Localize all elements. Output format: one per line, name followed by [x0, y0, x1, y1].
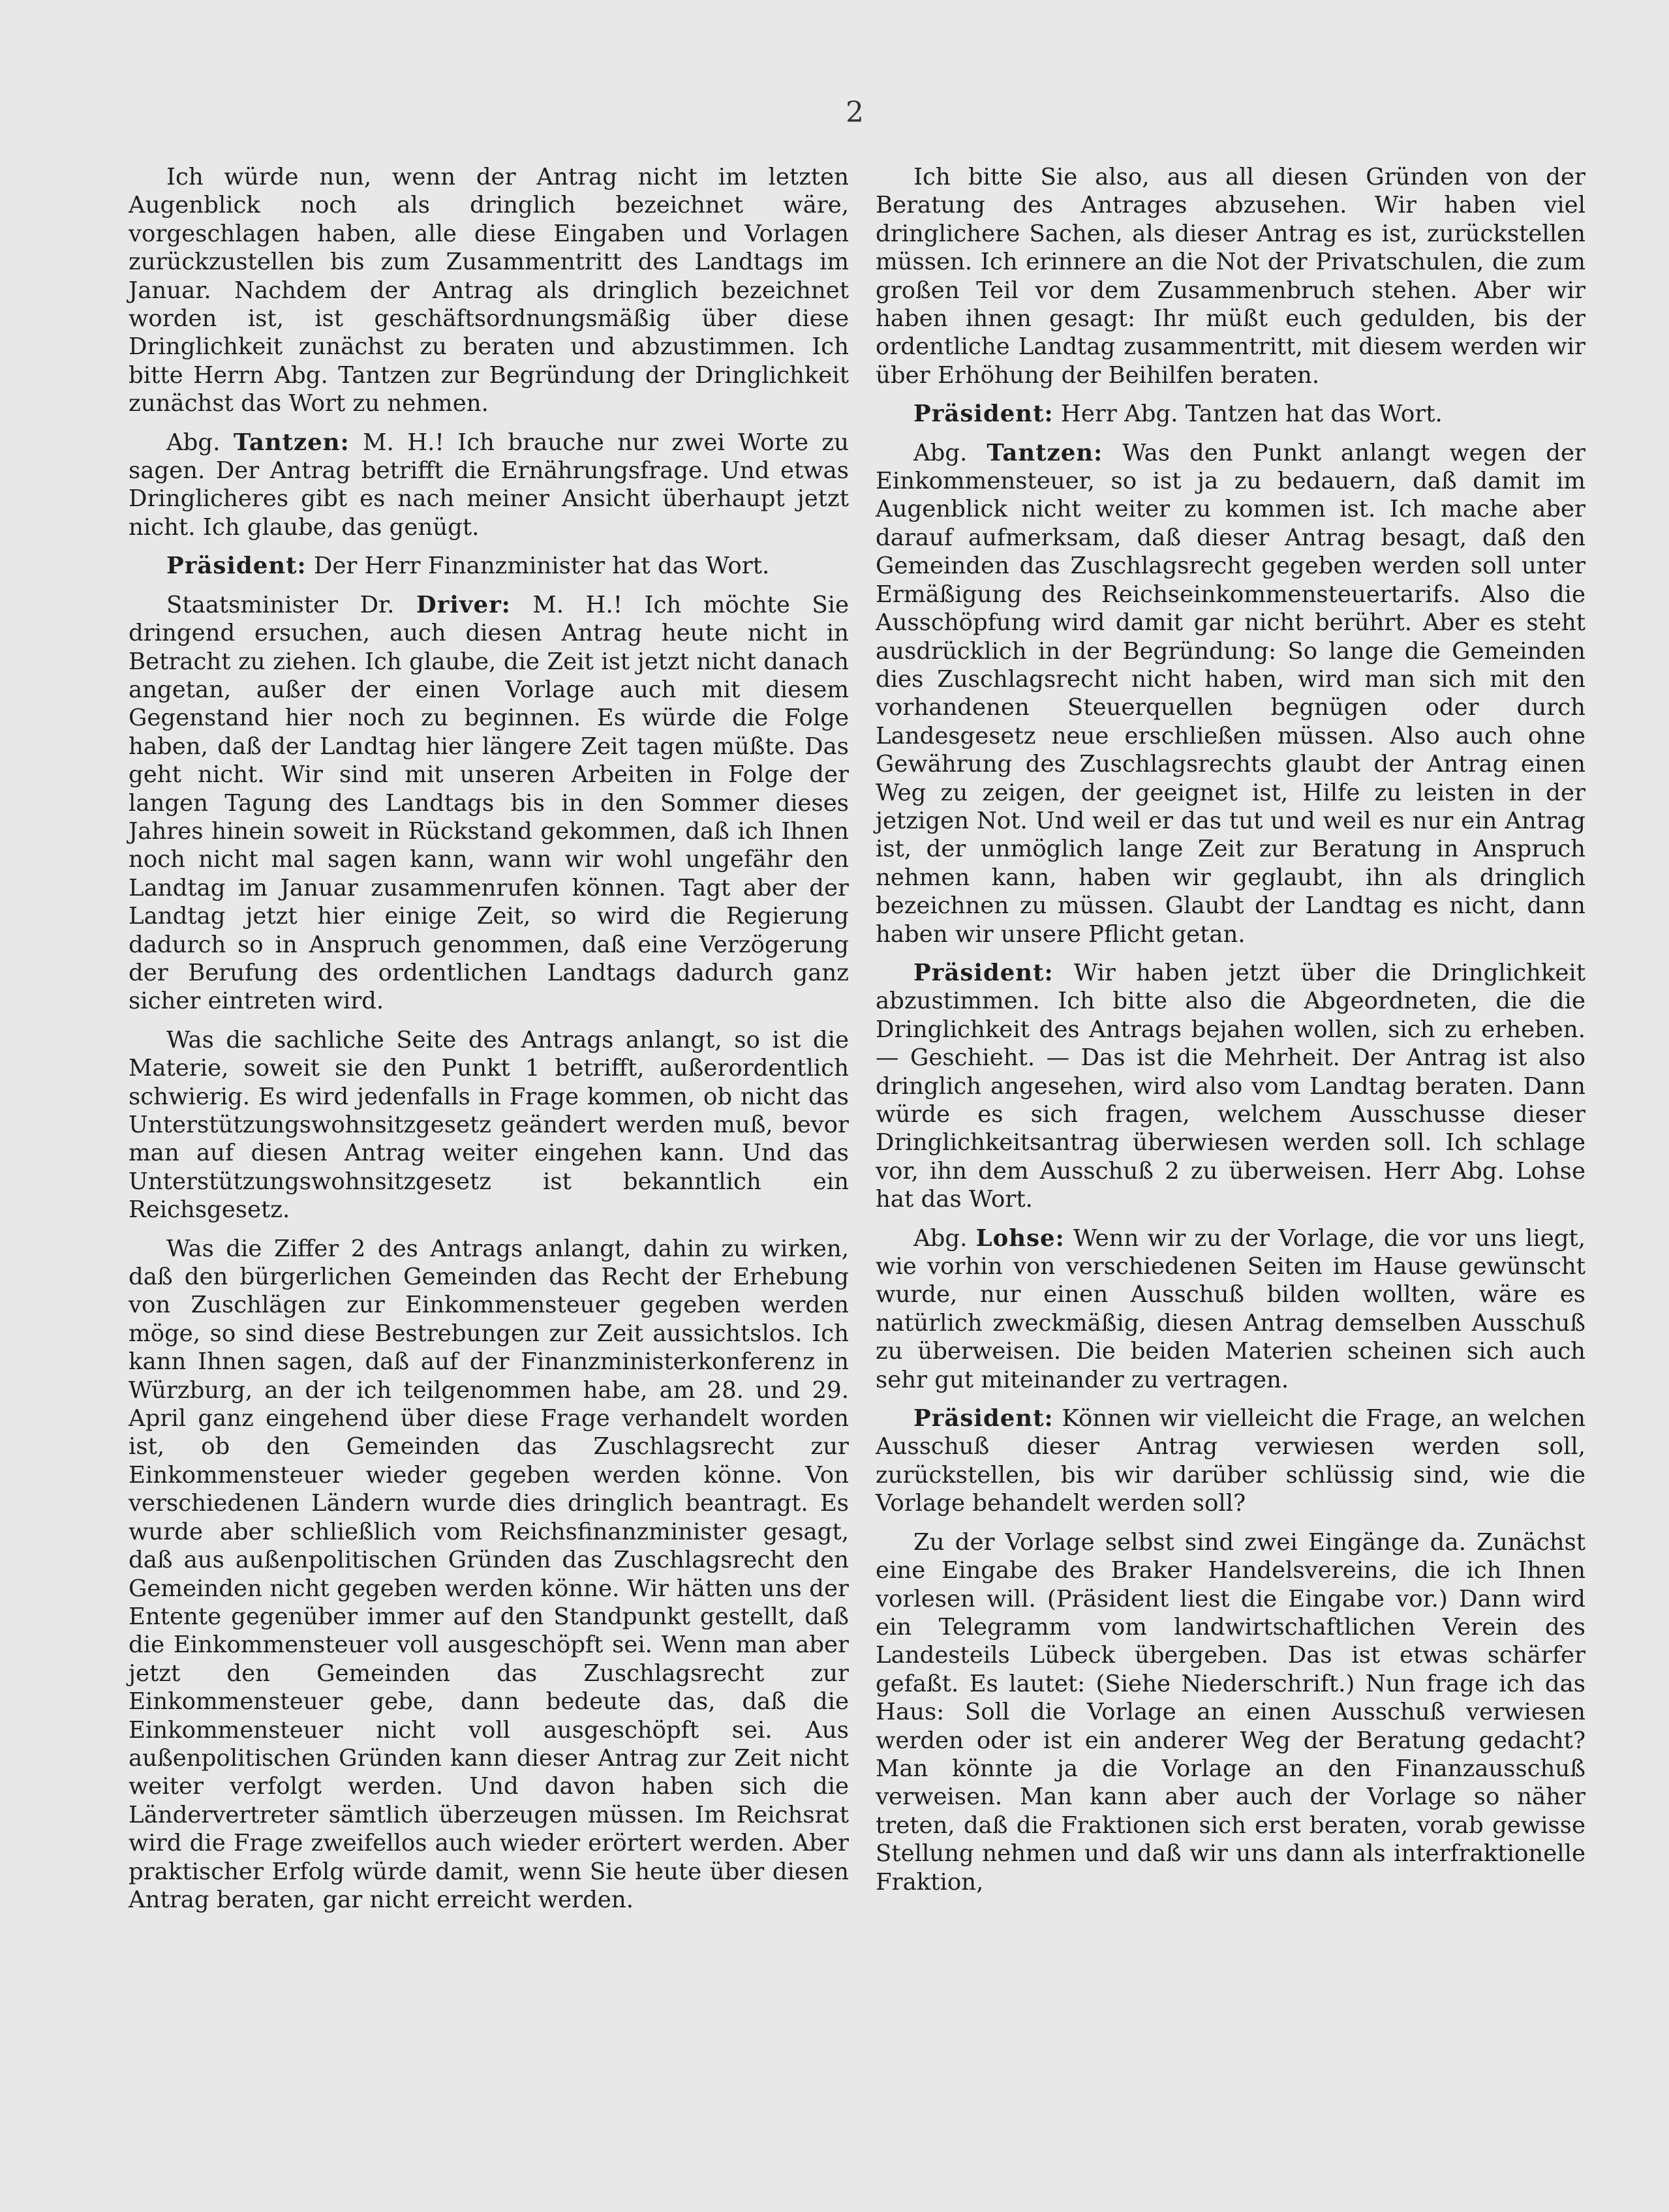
paragraph	[876, 439, 1585, 948]
speaker-prefix: Abg.	[913, 1224, 968, 1252]
left-column	[129, 163, 849, 1924]
paragraph-text: Ich bitte Sie also, aus all diesen Gründen von der Beratung des Antrages abzusehen. Wir haben viel dringlichere Sachen, als dieser Antrag es ist, zurückstellen müssen. Ich erinnere an die Not der Privatschulen, die zum großen Teil vor dem Zusammenbruch stehen. Aber wir haben ihnen gesagt: Ihr müßt euch gedulden, bis der ordentliche Landtag zusammentritt, mit diesem werden wir über Erhöhung der Beihilfen beraten.	[876, 164, 1585, 389]
paragraph-text: M. H.! Ich möchte Sie dringend ersuchen, auch diesen Antrag heute nicht in Betracht zu ziehen. Ich glaube, die Zeit ist jetzt nicht danach angetan, außer der einen Vorlage auch mit diesem Gegenstand hier noch zu beginnen. Es würde die Folge haben, daß der Landtag hier längere Zeit tagen müßte. Das geht nicht. Wir sind mit unseren Arbeiten in Folge der langen Tagung des Landtags bis in den Sommer dieses Jahres hinein soweit in Rückstand gekommen, daß ich Ihnen noch nicht mal sagen kann, wann wir wohl ungefähr den Landtag im Januar zusammenrufen können. Tagt aber der Landtag jetzt hier einige Zeit, so wird die Regierung dadurch so in Anspruch genommen, daß eine Verzögerung der Berufung des ordentlichen Landtags dadurch ganz sicher eintreten wird.	[129, 591, 849, 1015]
speaker-name: Driver:	[416, 591, 511, 618]
paragraph	[129, 163, 849, 418]
paragraph-text: Herr Abg. Tantzen hat das Wort.	[1060, 401, 1443, 428]
paragraph-text: Was die sachliche Seite des Antrags anlangt, so ist die Materie, soweit sie den Punkt 1 betrifft, außerordentlich schwierig. Es wird jedenfalls in Frage kommen, ob nicht das Unterstützungswohnsitzgesetz geändert werden muß, bevor man auf diesen Antrag weiter eingehen kann. Und das Unterstützungswohnsitzgesetz ist bekanntlich ein Reichsgesetz.	[129, 1026, 849, 1224]
paragraph-text: Wir haben jetzt über die Dringlichkeit abzustimmen. Ich bitte also die Abgeordneten, die die Dringlichkeit des Antrags bejahen wollen, sich zu erheben. — Geschieht. — Das ist die Mehrheit. Der Antrag ist also dringlich angesehen, wird also vom Landtag beraten. Dann würde es sich fragen, welchem Ausschusse dieser Dringlichkeitsantrag überwiesen werden soll. Ich schlage vor, ihn dem Ausschuß 2 zu überweisen. Herr Abg. Lohse hat das Wort.	[876, 959, 1585, 1213]
speaker-prefix: Abg.	[166, 429, 221, 456]
paragraph-text: Ich würde nun, wenn der Antrag nicht im letzten Augenblick noch als dringlich bezeichnet wäre, vorgeschlagen haben, alle diese Eingaben und Vorlagen zurückzustellen bis zum Zusammentritt des Landtags im Januar. Nachdem der Antrag als dringlich bezeichnet worden ist, ist geschäftsordnungsmäßig über diese Dringlichkeit zunächst zu beraten und abzustimmen. Ich bitte Herrn Abg. Tantzen zur Begründung der Dringlichkeit zunächst das Wort zu nehmen.	[129, 164, 849, 417]
paragraph	[876, 400, 1585, 428]
speaker-name: Tantzen:	[987, 439, 1103, 466]
speaker-prefix: Staatsminister Dr.	[166, 591, 395, 618]
paragraph-text: Zu der Vorlage selbst sind zwei Eingänge da. Zunächst eine Eingabe des Braker Handelsvereins, die ich Ihnen vorlesen will. (Präsident liest die Eingabe vor.) Dann wird ein Telegramm vom landwirtschaftlichen Verein des Landesteils Lübeck übergeben. Das ist etwas schärfer gefaßt. Es lautet: (Siehe Niederschrift.) Nun frage ich das Haus: Soll die Vorlage an einen Ausschuß verwiesen werden oder ist ein anderer Weg der Beratung gedacht? Man könnte ja die Vorlage an den Finanzausschuß verweisen. Man kann aber auch der Vorlage so näher treten, daß die Fraktionen sich erst beraten, vorab gewisse Stellung nehmen und daß wir uns dann als interfraktionelle Fraktion,	[876, 1528, 1585, 1896]
paragraph	[876, 1404, 1585, 1518]
paragraph-text: Können wir vielleicht die Frage, an welchen Ausschuß dieser Antrag verwiesen werden soll, zurückstellen, bis wir darüber schlüssig sind, wie die Vorlage behandelt werden soll?	[876, 1405, 1585, 1517]
speaker-name: Lohse:	[975, 1224, 1065, 1252]
speaker-name: Präsident:	[166, 553, 307, 580]
paragraph-text: M. H.! Ich brauche nur zwei Worte zu sagen. Der Antrag betrifft die Ernährungsfrage. Und etwas Dringlicheres gibt es nach meiner Ansicht überhaupt jetzt nicht. Ich glaube, das genügt.	[129, 429, 849, 541]
right-column	[876, 163, 1585, 1907]
page-number: 2	[846, 96, 864, 129]
speaker-name: Präsident:	[913, 401, 1054, 428]
speaker-prefix: Abg.	[913, 439, 968, 466]
paragraph	[876, 1528, 1585, 1896]
paragraph	[876, 959, 1585, 1214]
paragraph	[129, 591, 849, 1016]
paragraph	[129, 1026, 849, 1224]
paragraph	[876, 1224, 1585, 1394]
paragraph	[876, 163, 1585, 389]
paragraph	[129, 552, 849, 580]
paragraph-text: Was die Ziffer 2 des Antrags anlangt, dahin zu wirken, daß den bürgerlichen Gemeinden das Recht der Erhebung von Zuschlägen zur Einkommensteuer gegeben werden möge, so sind diese Bestrebungen zur Zeit aussichtslos. Ich kann Ihnen sagen, daß auf der Finanzministerkonferenz in Würzburg, an der ich teilgenommen habe, am 28. und 29. April ganz eingehend über diese Frage verhandelt worden ist, ob den Gemeinden das Zuschlagsrecht zur Einkommensteuer wieder gegeben werden könne. Von verschiedenen Ländern wurde dies dringlich beantragt. Es wurde aber schließlich vom Reichsfinanzminister gesagt, daß aus außenpolitischen Gründen das Zuschlagsrecht den Gemeinden nicht gegeben werden könne. Wir hätten uns der Entente gegenüber immer auf den Standpunkt gestellt, daß die Einkommensteuer voll ausgeschöpft sei. Wenn man aber jetzt den Gemeinden das Zuschlagsrecht zur Einkommensteuer gebe, dann bedeute das, daß die Einkommensteuer nicht voll ausgeschöpft sei. Aus außenpolitischen Gründen kann dieser Antrag zur Zeit nicht weiter verfolgt werden. Und davon haben sich die Ländervertreter sämtlich überzeugen müssen. Im Reichsrat wird die Frage zweifellos auch wieder erörtert werden. Aber praktischer Erfolg würde damit, wenn Sie heute über diesen Antrag beraten, gar nicht erreicht werden.	[129, 1235, 849, 1913]
speaker-name: Tantzen:	[233, 429, 350, 456]
paragraph	[129, 1235, 849, 1915]
speaker-name: Präsident:	[913, 1405, 1054, 1432]
speaker-name: Präsident:	[913, 959, 1054, 986]
paragraph-text: Was den Punkt anlangt wegen der Einkommensteuer, so ist ja zu bedauern, daß damit im Augenblick nicht weiter zu kommen ist. Ich mache aber darauf aufmerksam, daß dieser Antrag besagt, daß den Gemeinden das Zuschlagsrecht gegeben werden soll unter Ermäßigung des Reichseinkommensteuertarifs. Also die Ausschöpfung wird damit gar nicht berührt. Aber es steht ausdrücklich in der Begründung: So lange die Gemeinden dies Zuschlagsrecht nicht haben, wird man sich mit den vorhandenen Steuerquellen begnügen oder durch Landesgesetz neue erschließen müssen. Also auch ohne Gewährung des Zuschlagsrechts glaubt der Antrag einen Weg zu zeigen, der geeignet ist, Hilfe zu leisten in der jetzigen Not. Und weil er das tut und weil es nur ein Antrag ist, der unmöglich lange Zeit zur Beratung in Anspruch nehmen kann, haben wir geglaubt, ihn als dringlich bezeichnen zu müssen. Glaubt der Landtag es nicht, dann haben wir unsere Pflicht getan.	[876, 439, 1585, 948]
paragraph-text: Der Herr Finanzminister hat das Wort.	[313, 553, 770, 580]
paragraph-text: Wenn wir zu der Vorlage, die vor uns liegt, wie vorhin von verschiedenen Seiten im Hause gewünscht wurde, nur einen Ausschuß bilden wollten, wäre es natürlich zweckmäßig, diesen Antrag demselben Ausschuß zu überweisen. Die beiden Materien scheinen sich auch sehr gut miteinander zu vertragen.	[876, 1224, 1585, 1393]
paragraph	[129, 429, 849, 542]
